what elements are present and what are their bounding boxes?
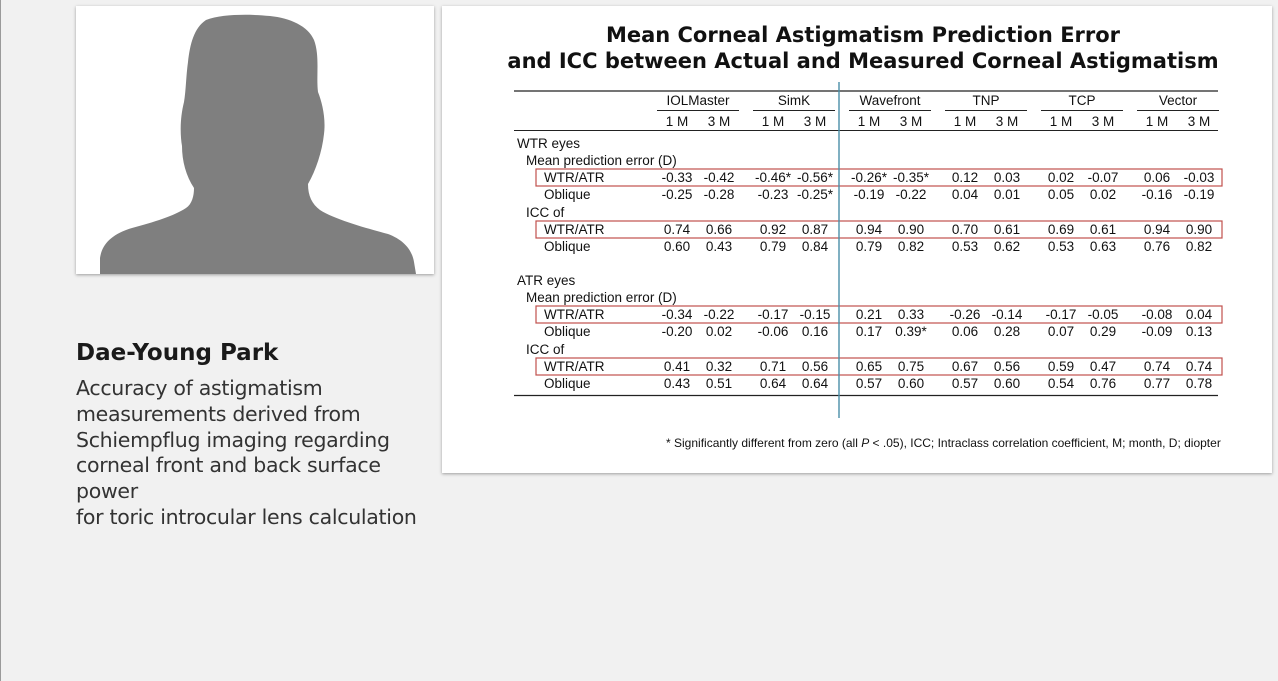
table-cell: 0.05 (1047, 187, 1075, 202)
table-cell: -0.56* (796, 170, 834, 185)
table-cell: 0.03 (993, 170, 1021, 185)
table-cell: -0.19 (1183, 187, 1215, 202)
table-cell: 0.47 (1089, 359, 1117, 374)
table-cell: 0.06 (951, 324, 979, 339)
table-cell: 0.60 (897, 376, 925, 391)
author-photo-placeholder (76, 6, 434, 274)
table-cell: 0.64 (801, 376, 829, 391)
table-cell: 0.94 (1143, 222, 1171, 237)
table-cell: 0.04 (1185, 307, 1213, 322)
table-cell: -0.03 (1183, 170, 1215, 185)
table-cell: 0.77 (1143, 376, 1171, 391)
table-cell: 0.57 (855, 376, 883, 391)
table-cell: 0.56 (801, 359, 829, 374)
table-cell: 0.12 (951, 170, 979, 185)
talk-title (76, 376, 436, 531)
table-cell: -0.46* (754, 170, 792, 185)
table-cell: -0.28 (703, 187, 735, 202)
talk-title-line: Accuracy of astigmatism (76, 376, 323, 400)
table-cell: 0.74 (663, 222, 691, 237)
table-cell: 0.56 (993, 359, 1021, 374)
table-cell: -0.16 (1141, 187, 1173, 202)
table-cell: 0.06 (1143, 170, 1171, 185)
footnote-text-pre: * Significantly different from zero (all (666, 436, 862, 450)
column-subheader: 1 M (1145, 114, 1169, 129)
table-cell: -0.23 (757, 187, 789, 202)
table-cell: 0.90 (1185, 222, 1213, 237)
table-cell: 0.43 (705, 239, 733, 254)
block-label: ICC of (526, 205, 565, 220)
table-cell: 0.79 (855, 239, 883, 254)
column-subheader: 3 M (707, 114, 731, 129)
column-subheader: 1 M (1049, 114, 1073, 129)
table-cell: 0.82 (897, 239, 925, 254)
author-name: Dae-Young Park (76, 340, 279, 366)
slide-title-line-2: and ICC between Actual and Measured Corneal Astigmatism (507, 49, 1219, 73)
table-cell: -0.42 (703, 170, 735, 185)
table-cell: 0.62 (993, 239, 1021, 254)
row-label: WTR/ATR (544, 359, 605, 374)
column-subheader: 3 M (1187, 114, 1211, 129)
column-group-header: TCP (1068, 93, 1096, 108)
column-subheader: 1 M (665, 114, 689, 129)
row-label: WTR/ATR (544, 170, 605, 185)
table-cell: 0.67 (951, 359, 979, 374)
table-cell: -0.15 (799, 307, 831, 322)
table-cell: 0.41 (663, 359, 691, 374)
table-cell: 0.04 (951, 187, 979, 202)
column-group-header: Vector (1158, 93, 1198, 108)
table-cell: 0.33 (897, 307, 925, 322)
table-cell: 0.76 (1143, 239, 1171, 254)
table-cell: 0.39* (895, 324, 927, 339)
table-cell: -0.08 (1141, 307, 1173, 322)
table-cell: 0.78 (1185, 376, 1213, 391)
table-cell: -0.09 (1141, 324, 1173, 339)
block-label: Mean prediction error (D) (526, 290, 677, 305)
table-cell: 0.87 (801, 222, 829, 237)
table-cell: 0.02 (1089, 187, 1117, 202)
row-label: Oblique (544, 324, 591, 339)
table-cell: -0.14 (991, 307, 1023, 322)
table-cell: -0.22 (703, 307, 735, 322)
table-cell: 0.82 (1185, 239, 1213, 254)
table-cell: 0.54 (1047, 376, 1075, 391)
table-cell: 0.84 (801, 239, 829, 254)
table-cell: 0.53 (951, 239, 979, 254)
table-cell: 0.43 (663, 376, 691, 391)
table-cell: 0.02 (1047, 170, 1075, 185)
person-silhouette-icon (76, 6, 434, 274)
table-cell: 0.51 (705, 376, 733, 391)
table-cell: -0.25 (661, 187, 693, 202)
table-cell: 0.53 (1047, 239, 1075, 254)
row-label: Oblique (544, 376, 591, 391)
table-cell: 0.65 (855, 359, 883, 374)
talk-title-line: corneal front and back surface power (76, 453, 381, 504)
column-group-header: SimK (777, 93, 811, 108)
results-table (442, 6, 1272, 436)
table-cell: -0.26* (850, 170, 888, 185)
column-group-header: TNP (972, 93, 1000, 108)
column-group-header: IOLMaster (666, 93, 730, 108)
table-cell: -0.25* (796, 187, 834, 202)
table-cell: 0.74 (1185, 359, 1213, 374)
table-cell: -0.35* (892, 170, 930, 185)
column-subheader: 1 M (857, 114, 881, 129)
table-cell: 0.63 (1089, 239, 1117, 254)
footnote-p-symbol: P (861, 436, 870, 450)
window-left-edge (0, 0, 1, 681)
table-cell: 0.64 (759, 376, 787, 391)
table-cell: 0.74 (1143, 359, 1171, 374)
table-cell: -0.26 (949, 307, 981, 322)
table-cell: -0.17 (757, 307, 789, 322)
row-label: Oblique (544, 187, 591, 202)
block-label: ICC of (526, 342, 565, 357)
column-subheader: 3 M (803, 114, 827, 129)
talk-title-line: for toric introcular lens calculation (76, 504, 417, 529)
table-cell: 0.07 (1047, 324, 1075, 339)
table-cell: 0.16 (801, 324, 829, 339)
table-cell: -0.33 (661, 170, 693, 185)
table-cell: 0.21 (855, 307, 883, 322)
table-cell: 0.61 (993, 222, 1021, 237)
column-subheader: 3 M (1091, 114, 1115, 129)
table-cell: -0.17 (1045, 307, 1077, 322)
column-subheader: 3 M (899, 114, 923, 129)
table-cell: -0.20 (661, 324, 693, 339)
table-cell: -0.22 (895, 187, 927, 202)
table-cell: 0.17 (855, 324, 883, 339)
table-cell: 0.60 (663, 239, 691, 254)
column-subheader: 1 M (953, 114, 977, 129)
presentation-slide[interactable] (442, 6, 1272, 473)
table-cell: 0.66 (705, 222, 733, 237)
table-cell: 0.76 (1089, 376, 1117, 391)
row-label: WTR/ATR (544, 307, 605, 322)
table-cell: 0.71 (759, 359, 787, 374)
table-cell: 0.32 (705, 359, 733, 374)
table-cell: 0.70 (951, 222, 979, 237)
table-cell: -0.07 (1087, 170, 1119, 185)
table-cell: 0.57 (951, 376, 979, 391)
section-label: WTR eyes (517, 136, 581, 151)
slide-title-line-1: Mean Corneal Astigmatism Prediction Error (605, 23, 1121, 47)
table-cell: -0.19 (853, 187, 885, 202)
table-cell: 0.01 (993, 187, 1021, 202)
table-cell: 0.28 (993, 324, 1021, 339)
table-cell: 0.92 (759, 222, 787, 237)
table-cell: 0.60 (993, 376, 1021, 391)
talk-title-line: Schiempflug imaging regarding (76, 427, 390, 452)
row-label: Oblique (544, 239, 591, 254)
footnote (666, 436, 1266, 450)
table-cell: 0.94 (855, 222, 883, 237)
table-cell: 0.75 (897, 359, 925, 374)
table-cell: 0.29 (1089, 324, 1117, 339)
row-label: WTR/ATR (544, 222, 605, 237)
table-cell: 0.79 (759, 239, 787, 254)
column-subheader: 3 M (995, 114, 1019, 129)
talk-title-line: measurements derived from (76, 401, 361, 426)
table-cell: 0.13 (1185, 324, 1213, 339)
footnote-text-post: < .05), ICC; Intraclass correlation coefficient, M; month, D; diopter (869, 436, 1221, 450)
section-label: ATR eyes (517, 273, 576, 288)
table-cell: 0.61 (1089, 222, 1117, 237)
table-cell: 0.59 (1047, 359, 1075, 374)
block-label: Mean prediction error (D) (526, 153, 677, 168)
table-cell: 0.90 (897, 222, 925, 237)
table-cell: 0.02 (705, 324, 733, 339)
column-subheader: 1 M (761, 114, 785, 129)
table-cell: -0.05 (1087, 307, 1119, 322)
table-cell: 0.69 (1047, 222, 1075, 237)
table-cell: -0.34 (661, 307, 693, 322)
table-cell: -0.06 (757, 324, 789, 339)
column-group-header: Wavefront (859, 93, 921, 108)
